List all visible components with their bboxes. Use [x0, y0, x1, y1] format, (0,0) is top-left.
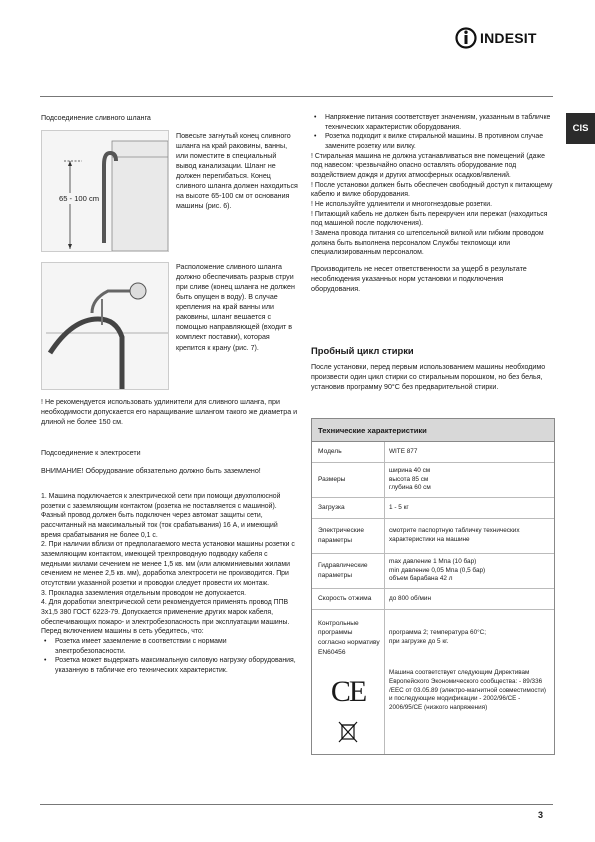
spec-value-line: до 800 об/мин [389, 594, 431, 602]
language-tab: CIS [566, 113, 595, 144]
spec-value-line: WITE 877 [389, 447, 418, 455]
page-number: 3 [538, 810, 544, 820]
fig2-description: Расположение сливного шланга должно обеспечивать разрыв струи при сливе (конец шланга не должен быть опущен в воду). В случае крепления на край ванны или раковины, шланг вешается с помощью направляющей (входит в комплект поставки), которая крепится к крану (рис. 7). [176, 263, 295, 352]
warning-note: ! Замена провода питания со штепсельной вилкой или гибким проводом должна быть выполнена персоналом Службы техпомощи или специализированным персоналом. [311, 229, 544, 257]
spec-row [312, 519, 554, 554]
brand-name: INDESIT [480, 30, 537, 46]
height-label: 65 - 100 cm [59, 194, 100, 203]
indesit-logo-icon [455, 27, 477, 49]
spec-row [312, 498, 554, 519]
spec-label: Контрольные программы согласно нормативу EN60456 [312, 610, 385, 666]
liability-note: Производитель не несет ответственности за ущерб в результате несоблюдения указанных норм установки и подключения оборудования. [311, 263, 527, 293]
certification-row [312, 666, 554, 754]
spec-label: Модель [312, 442, 385, 462]
electric-instructions [41, 492, 299, 675]
spec-value [385, 463, 554, 497]
weee-bin-icon [338, 720, 358, 744]
spec-value-line: программа 2; температура 60°С; [389, 629, 487, 637]
spec-value-line: смотрите паспортную табличку технических характеристики на машине [389, 527, 520, 543]
footer-divider [40, 804, 553, 805]
instruction-paragraph: 2. При наличии вблизи от предполагаемого места установки машины розетки с заземляющим контактом, имеющей трехпроводную подводку кабеля с медными жилами сечением не менее 1,5 кв. мм (или алюминиевыми жилами сечением не менее 2,5 кв. мм), доработка электросети не производится. При отсутствии указанной розетки и проводки следует провести их монтаж. [41, 541, 295, 587]
spec-value-line: объем барабана 42 л [389, 575, 453, 583]
spec-value-line: высота 85 см [389, 475, 429, 483]
spec-row [312, 442, 554, 463]
instruction-paragraph: 4. Для доработки электрической сети рекомендуется применять провод ППВ 3х1,5 380 ГОСТ 6223-79. Допускается применение других марок кабеля, обеспечивающих пожаро- и электробезопасность при эксплуатации машины. [41, 599, 290, 626]
spec-value [385, 519, 554, 553]
spec-value-line: ширина 40 см [389, 466, 431, 474]
checklist-item: • Напряжение питания соответствует значениям, указанным в табличке технических характеристик оборудования. [311, 113, 553, 132]
instruction-paragraph: Перед включением машины в сеть убедитесь, что: [41, 628, 204, 636]
spec-row [312, 554, 554, 589]
checklist-item: • Розетка может выдержать максимальную силовую нагрузку оборудования, указанную в табличке его технических характеристик. [41, 656, 299, 675]
sink-illustration [42, 131, 168, 251]
spec-row [312, 589, 554, 610]
checklist-item: • Розетка имеет заземление в соответствии с нормами электробезопасности. [41, 637, 299, 656]
spec-value-line: глубина 60 см [389, 484, 431, 492]
spec-label: Загрузка [312, 498, 385, 518]
specifications-title: Технические характеристики [312, 419, 554, 442]
spec-label: Размеры [312, 463, 385, 497]
spec-value-line: 1 - 5 кг [389, 503, 409, 511]
indesit-logo [455, 24, 567, 52]
checklist-item: • Розетка подходит к вилке стиральной машины. В противном случае замените розетку или вилку. [311, 132, 553, 151]
warning-note: ! Стиральная машина не должна устанавливаться вне помещений (даже под навесом: чрезвычайно опасно оставлять оборудование под воздействием дождя и других атмосферных осадков/явлений. [311, 152, 545, 179]
spec-row [312, 610, 554, 666]
certification-text: Машина соответствует следующим Директивам Европейского Экономического сообщества: - 89/336 /EEC от 03.05.89 (электро-магнитной совместимости) и последующие модификации - 2002/96/CE - 2006/95/CE (низкого напряжения) [389, 669, 546, 712]
trial-cycle-text: После установки, перед первым использованием машины необходимо произвести один цикл стирки со стиральным порошком, но без белья, установив программу 90°С без предварительной стирки. [311, 363, 546, 392]
warning-note: ! Не используйте удлинители и многогнездовые розетки. [311, 200, 493, 208]
spec-label: Электрические параметры [312, 519, 385, 553]
spec-value [385, 610, 554, 666]
spec-value [385, 589, 554, 609]
specifications-table [311, 418, 555, 755]
fig1-description: Повесьте загнутый конец сливного шланга на край раковины, ванны, или поместите в специальный вывод канализации. Шланг не должен перегибаться. Конец сливного шланга должен находиться на высоте 65-100 см от основания машины (рис. 6). [176, 132, 298, 211]
spec-label: Скорость отжима [312, 589, 385, 609]
instruction-paragraph: 3. Прокладка заземления отдельным проводом не допускается. [41, 589, 247, 597]
spec-value-line: max давление 1 Мпа (10 бар) [389, 557, 477, 565]
spec-value [385, 442, 554, 462]
drain-hose-figure-1 [41, 130, 169, 252]
spec-label: Гидравлические параметры [312, 554, 385, 588]
spec-value-line: при загрузке до 5 кг. [389, 638, 449, 645]
drain-title: Подсоединение сливного шланга [41, 114, 151, 122]
spec-value [385, 554, 554, 588]
warning-note: ! После установки должен быть обеспечен свободный доступ к питающему кабелю и вилке оборудования. [311, 181, 553, 199]
electric-title: Подсоединение к электросети [41, 449, 141, 457]
trial-cycle-title: Пробный цикл стирки [311, 345, 414, 356]
bathtub-illustration [42, 263, 168, 389]
extension-note: ! Не рекомендуется использовать удлинители для сливного шланга, при необходимости допускается его наращивание шлангом такого же диаметра и длиной не более 150 см. [41, 398, 298, 427]
spec-row [312, 463, 554, 498]
instruction-paragraph: 1. Машина подключается к электрической сети при помощи двухполюсной розетки с заземляющим контактом (розетка не поставляется с машиной). Фазный провод должен быть подключен через автомат защиты сети, рассчитанный на максимальный ток (ток срабатывания) 16 А, и имеющий время срабатывания не более 0,1 с. [41, 493, 281, 539]
warning-note: ! Питающий кабель не должен быть перекручен или пережат (находиться под машиной после подключения). [311, 210, 548, 228]
certification-marks [312, 666, 385, 754]
grounding-warning: ВНИМАНИЕ! Оборудование обязательно должно быть заземлено! [41, 467, 261, 475]
spec-value [385, 498, 554, 518]
ce-mark: CE [330, 674, 366, 708]
right-notes [311, 113, 553, 294]
header-divider [40, 96, 553, 97]
spec-value-line: min давление 0,05 Мпа (0,5 бар) [389, 566, 486, 574]
drain-hose-figure-2 [41, 262, 169, 390]
